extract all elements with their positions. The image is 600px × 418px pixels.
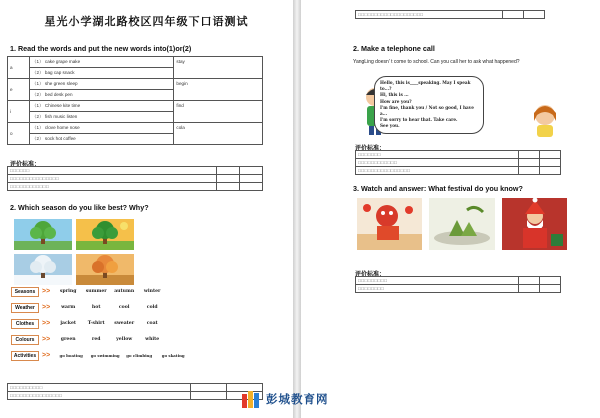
phonics-new-word: find: [174, 101, 263, 123]
winter-picture: [14, 254, 72, 285]
phonics-line-2: （2） fish music listen: [29, 112, 173, 123]
eval-row: □□□□□□□□□: [356, 277, 519, 285]
eval-row: □□□□□□□□□□□□□□□: [8, 175, 217, 183]
vocab-word: go swimming: [90, 353, 120, 358]
phonics-new-word: begin: [174, 79, 263, 101]
spring-picture: [14, 219, 72, 250]
arrow-icon: >>: [42, 352, 51, 359]
eval-row: □□□□□□□□□□□□□□□□□□□□: [356, 11, 503, 19]
season-pictures: [14, 219, 134, 290]
bubble-line: How are you?: [380, 98, 412, 104]
section1-heading: 1. Read the words and put the new words into(1)or(2): [10, 44, 192, 53]
eval-row: □□□□□□□: [356, 151, 519, 159]
right-page: [301, 0, 600, 418]
vocab-category-box: Weather: [11, 303, 39, 313]
watermark-text: 彭城教育网: [266, 392, 329, 406]
section4-heading: 3. Watch and answer: What festival do you know?: [353, 184, 523, 193]
site-watermark: [240, 388, 329, 410]
autumn-picture: [76, 254, 134, 285]
girl-figure: [534, 105, 556, 137]
vocab-word: go climbing: [126, 353, 153, 358]
vocab-row: [11, 335, 192, 345]
eval-table-2: [7, 383, 263, 400]
left-page: [0, 0, 293, 418]
phonics-line-1: （1） cake grape make: [29, 57, 173, 68]
eval-label-4: 评价标准：: [355, 272, 386, 278]
eval-row: □□□□□□□□□□□□: [356, 159, 519, 167]
vocab-word: white: [145, 337, 160, 342]
vocab-word: cool: [118, 305, 130, 310]
eval-table-3: [355, 150, 561, 175]
vocab-row: [11, 303, 192, 313]
call-prompt: YangLing doesn' t come to school. Can you call her to ask what happened?: [353, 59, 520, 65]
phonics-row: [8, 79, 263, 90]
phonics-line-1: （1） Chinese kite time: [29, 101, 173, 112]
phonics-row: [8, 101, 263, 112]
vocab-word: red: [91, 337, 101, 342]
christmas-picture: [502, 198, 567, 250]
vocab-word: jacket: [60, 321, 77, 326]
phonics-table: [7, 56, 263, 145]
arrow-icon: >>: [42, 288, 51, 295]
vocab-word: go skating: [161, 353, 185, 358]
phonics-letter: a: [8, 57, 30, 79]
phonics-letter: e: [8, 79, 30, 101]
phonics-row: [8, 123, 263, 134]
vocab-word: autumn: [114, 289, 135, 294]
vocab-row: [11, 351, 192, 361]
vocab-category-box: Activities: [11, 351, 39, 361]
phonics-letter: i: [8, 101, 30, 123]
season-trees-illustration: [14, 219, 134, 285]
bubble-line: Hello, this is____speaking. May I speak to...?: [380, 80, 471, 92]
bubble-line: Hi, this is ...: [380, 92, 409, 98]
vocab-word: winter: [143, 289, 161, 294]
vocab-word: spring: [59, 289, 77, 294]
eval-row: □□□□□□: [8, 167, 217, 175]
phonics-new-word: cola: [174, 123, 263, 145]
phonics-row: [8, 57, 263, 68]
eval-row: □□□□□□□□: [356, 285, 519, 293]
phonics-line-1: （1） she green sleep: [29, 79, 173, 90]
phonics-line-2: （2） bag cap snack: [29, 68, 173, 79]
vocab-word: summer: [85, 289, 107, 294]
vocab-word: hot: [91, 305, 101, 310]
eval-row: □□□□□□□□□□□□□□□□: [8, 392, 191, 400]
phonics-new-word: stay: [174, 57, 263, 79]
vocab-word: sweater: [114, 321, 135, 326]
bubble-line: I'm fine, thank you / Not so good, I have a...: [380, 104, 474, 117]
eval-row: □□□□□□□□□□□□: [8, 183, 217, 191]
vocab-word: go boating: [59, 353, 83, 358]
dragon-boat-festival-picture: [429, 198, 495, 250]
vocab-word: warm: [61, 305, 76, 310]
vocab-row: [11, 287, 192, 297]
phonics-line-2: （2） sock hot coffee: [29, 134, 173, 145]
section2-heading: 2. Which season do you like best? Why?: [10, 203, 149, 212]
vocab-category-box: Colours: [11, 335, 39, 345]
vocab-word: T-shirt: [87, 321, 105, 326]
vocab-grid: [11, 287, 192, 367]
arrow-icon: >>: [42, 336, 51, 343]
arrow-icon: >>: [42, 304, 51, 311]
section3-heading: 2. Make a telephone call: [353, 44, 435, 53]
eval-label-1: 评价标准：: [10, 162, 41, 168]
eval-row: □□□□□□□□□□: [8, 384, 191, 392]
eval-table-1: [7, 166, 263, 191]
summer-picture: [76, 219, 134, 250]
phonics-line-2: （2） bed desk pen: [29, 90, 173, 101]
top-eval-row: [355, 10, 545, 19]
arrow-icon: >>: [42, 320, 51, 327]
eval-table-4: [355, 276, 561, 293]
page-title: 星光小学湖北路校区四年级下口语测试: [44, 15, 249, 28]
phonics-line-1: （1） clove home nose: [29, 123, 173, 134]
vocab-word: cold: [146, 305, 158, 310]
eval-row: □□□□□□□□□□□□□□□□: [356, 167, 519, 175]
phonics-letter: o: [8, 123, 30, 145]
dialogue-bubble: [374, 76, 484, 134]
spring-festival-picture: [357, 198, 422, 250]
bubble-line: See you.: [380, 123, 400, 129]
festival-pictures: [357, 198, 567, 250]
page-fold: [293, 0, 301, 418]
vocab-word: green: [60, 337, 76, 342]
vocab-category-box: Seasons: [11, 287, 39, 297]
books-logo-icon: [240, 388, 262, 410]
vocab-row: [11, 319, 192, 329]
eval-label-3: 评价标准：: [355, 146, 386, 152]
vocab-category-box: Clothes: [11, 319, 39, 329]
vocab-word: coat: [146, 321, 158, 326]
bubble-line: I'm sorry to hear that. Take care.: [380, 117, 458, 123]
vocab-word: yellow: [116, 337, 133, 342]
